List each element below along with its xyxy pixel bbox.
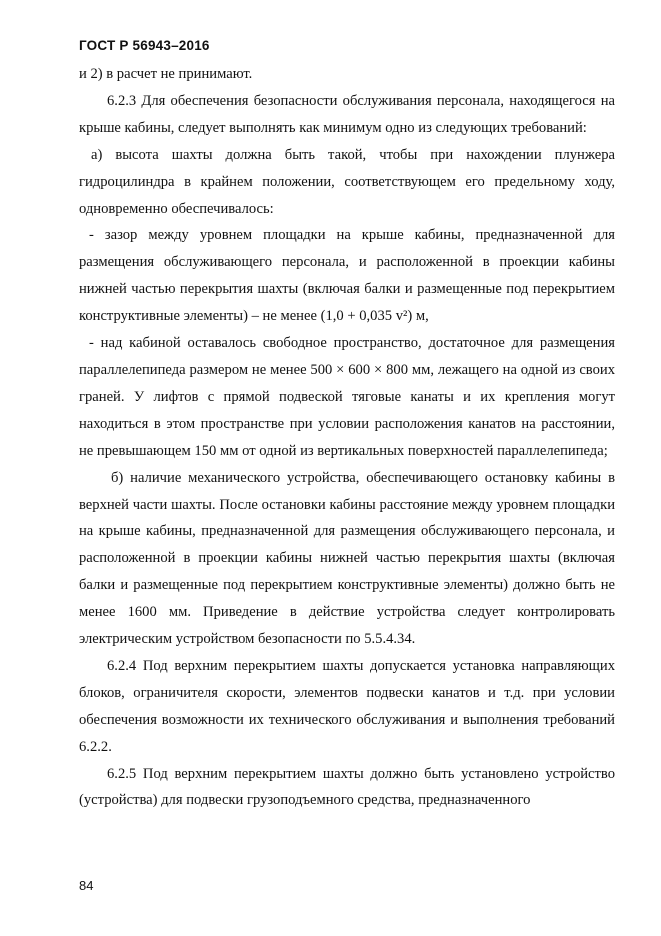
- paragraph-6-2-5: 6.2.5 Под верхним перекрытием шахты должно быть установлено устройство (устройства) для подвески грузоподъемного средства, предназначенного: [79, 765, 615, 809]
- paragraph-6-2-4: 6.2.4 Под верхним перекрытием шахты допускается установка направляющих блоков, ограничителя скорости, элементов подвески канатов и т.д. при условии обеспечения возможности их технического обслуживания и выполнения требований 6.2.2.: [79, 657, 615, 755]
- paragraph-continuation: и 2) в расчет не принимают.: [79, 66, 253, 82]
- paragraph-dash-clearance: - зазор между уровнем площадки на крыше кабины, предназначенной для размещения обслуживающего персонала, и расположенной в проекции кабины нижней частью перекрытия шахты (включая балки и размещенные под перекрытием конструктивные элементы) – не менее (1,0 + 0,035 v²) м,: [79, 227, 615, 325]
- document-header: ГОСТ Р 56943–2016: [79, 38, 210, 53]
- paragraph-item-a: а) высота шахты должна быть такой, чтобы при нахождении плунжера гидроцилиндра в крайнем положении, соответствующем его предельному ходу, одновременно обеспечивалось:: [79, 146, 615, 217]
- paragraph-item-b: б) наличие механического устройства, обеспечивающего остановку кабины в верхней части шахты. После остановки кабины расстояние между уровнем площадки на крыше кабины, предназначенной для размещения обслуживающего персонала, и расположенной в проекции кабины нижней частью перекрытия шахты (включая балки и размещенные под перекрытием конструктивные элементы) должно быть не менее 1600 мм. Приведение в действие устройства следует контролировать электрическим устройством безопасности по 5.5.4.34.: [79, 469, 615, 648]
- paragraph-dash-free-space: - над кабиной оставалось свободное пространство, достаточное для размещения параллелепипеда размером не менее 500 × 600 × 800 мм, лежащего на одной из своих граней. У лифтов с прямой подвеской тяговые канаты и их крепления могут находиться в этом пространстве при условии расположения канатов на расстоянии, не превышающем 150 мм от одной из вертикальных поверхностей параллелепипеда;: [79, 335, 615, 459]
- paragraph-6-2-3: 6.2.3 Для обеспечения безопасности обслуживания персонала, находящегося на крыше кабины, следует выполнять как минимум одно из следующих требований:: [79, 92, 615, 136]
- document-body: [79, 61, 615, 814]
- page-number: 84: [79, 878, 94, 893]
